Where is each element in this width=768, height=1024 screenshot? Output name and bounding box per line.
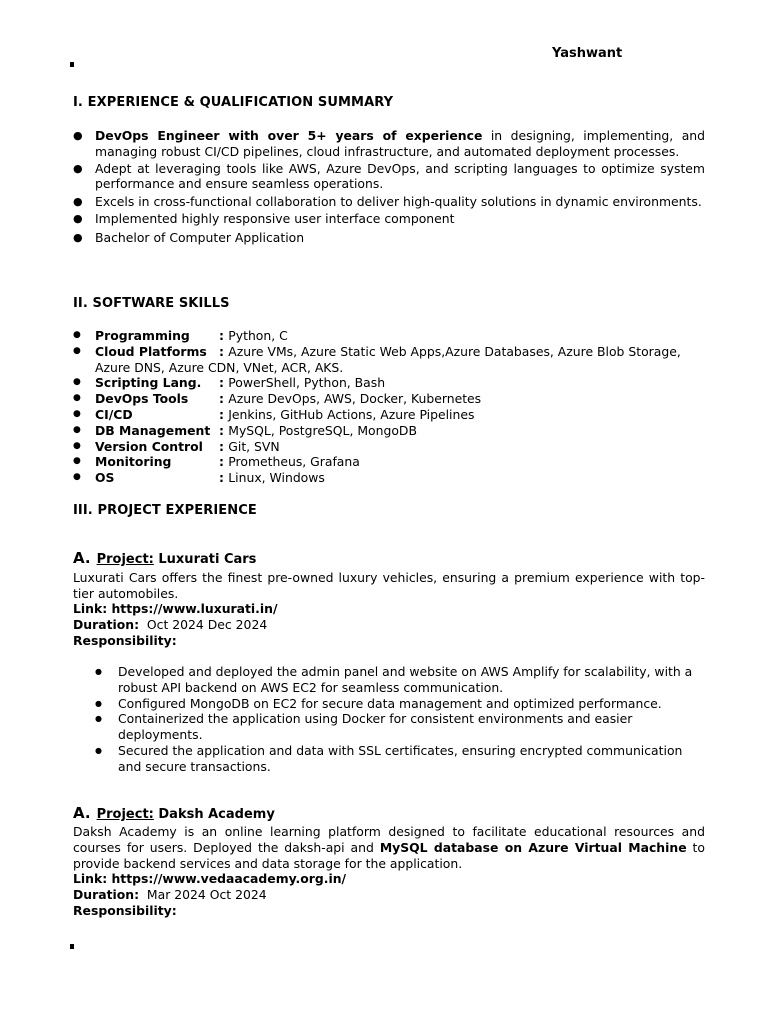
responsibility-label: Responsibility: — [73, 633, 177, 648]
skill-row: ● Programming : Python, C — [73, 328, 705, 344]
skill-row: ● Version Control : Git, SVN — [73, 439, 705, 455]
skill-row: ● Cloud Platforms : Azure VMs, Azure Static Web Apps,Azure Databases, Azure Blob Storage, Azure DNS, Azure CDN, VNet, ACR, AKS. — [73, 344, 705, 376]
project-link: Link: https://www.vedaacademy.org.in/ — [73, 871, 347, 886]
skill-row: ● CI/CD : Jenkins, GitHub Actions, Azure Pipelines — [73, 407, 705, 423]
summary-item: ● Implemented highly responsive user interface component — [73, 211, 705, 227]
list-item: ● Configured MongoDB on EC2 for secure data management and optimized performance. — [95, 696, 705, 712]
list-item: ● Developed and deployed the admin panel and website on AWS Amplify for scalability, with a robust API backend on AWS EC2 for seamless communication. — [95, 664, 705, 696]
list-item: ● Containerized the application using Docker for consistent environments and easier deployments. — [95, 711, 705, 743]
candidate-name: Yashwant — [552, 46, 623, 61]
project-heading: A. Project: Luxurati Cars — [73, 549, 257, 567]
page-marker-top — [70, 62, 74, 67]
section-title-summary: I. EXPERIENCE & QUALIFICATION SUMMARY — [73, 95, 394, 110]
project-description: Luxurati Cars offers the finest pre-owned luxury vehicles, ensuring a premium experience with top-tier automobiles. — [73, 570, 705, 601]
skills-list — [73, 328, 705, 486]
project-heading: A. Project: Daksh Academy — [73, 804, 275, 822]
page-marker-bottom — [70, 944, 74, 949]
summary-item: ● Adept at leveraging tools like AWS, Azure DevOps, and scripting languages to optimize system performance and ensure seamless operations. — [73, 161, 705, 193]
responsibility-label: Responsibility: — [73, 903, 177, 918]
summary-item: ● DevOps Engineer with over 5+ years of experience in designing, implementing, and managing robust CI/CD pipelines, cloud infrastructure, and automated deployment processes. — [73, 128, 705, 160]
project-description: Daksh Academy is an online learning platform designed to facilitate educational resources and courses for users. Deployed the daksh-api and MySQL database on Azure Virtual Machine to provide backend services and data storage for the application. — [73, 824, 705, 871]
skill-row: ● Monitoring : Prometheus, Grafana — [73, 454, 705, 470]
summary-list — [73, 128, 705, 246]
summary-item: ● Bachelor of Computer Application — [73, 230, 705, 246]
skill-row: ● OS : Linux, Windows — [73, 470, 705, 486]
skill-row: ● DB Management : MySQL, PostgreSQL, MongoDB — [73, 423, 705, 439]
skill-row: ● Scripting Lang. : PowerShell, Python, Bash — [73, 375, 705, 391]
project-duration: Duration: Mar 2024 Oct 2024 — [73, 887, 267, 902]
skill-row: ● DevOps Tools : Azure DevOps, AWS, Docker, Kubernetes — [73, 391, 705, 407]
summary-item: ● Excels in cross-functional collaboration to deliver high-quality solutions in dynamic environments. — [73, 194, 705, 210]
section-title-skills: II. SOFTWARE SKILLS — [73, 296, 230, 311]
list-item: ● Secured the application and data with SSL certificates, ensuring encrypted communication and secure transactions. — [95, 743, 705, 775]
responsibility-list — [95, 664, 705, 775]
section-title-projects: III. PROJECT EXPERIENCE — [73, 503, 257, 518]
project-link: Link: https://www.luxurati.in/ — [73, 601, 278, 616]
project-duration: Duration: Oct 2024 Dec 2024 — [73, 617, 268, 632]
